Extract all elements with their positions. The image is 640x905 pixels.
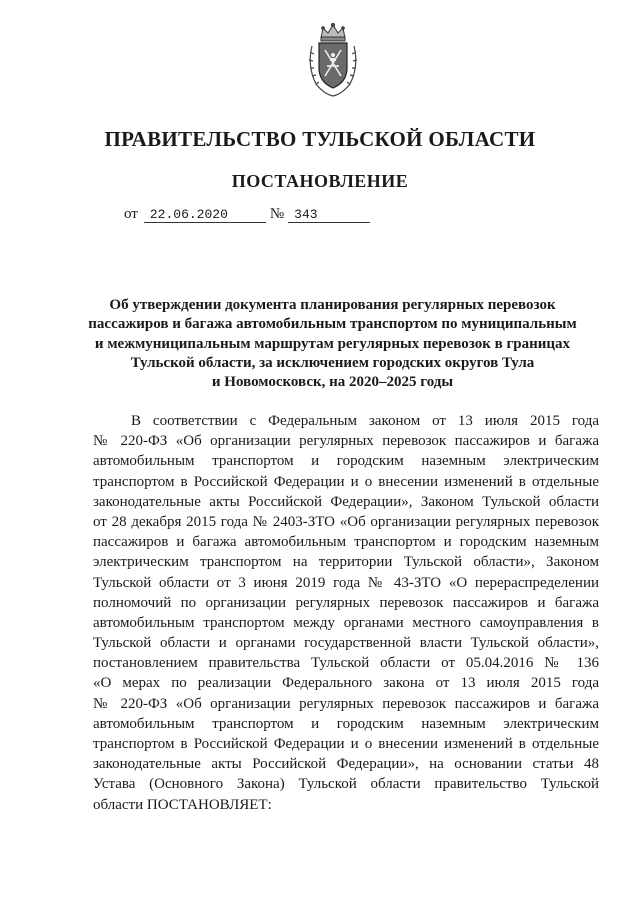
date-label: от [124,206,138,222]
body-line: транспортом в Российской Федерации и о внесении изменений в отдельные [93,736,599,752]
body-line: автомобильным транспортом и городским наземным электрическим [93,715,599,732]
dateline [124,206,370,223]
body-line: Тульской области и органами государственной власти Тульской области», [93,635,599,652]
body-line: электрическим транспортом на территории Тульской области», Законом [93,554,599,571]
coat-of-arms-icon [304,22,362,98]
document-body [93,411,599,815]
document-type-heading: ПОСТАНОВЛЕНИЕ [231,171,409,191]
body-line: автомобильным транспортом между органами местного самоуправления в [93,614,599,631]
body-line: «О мерах по реализации Федерального закона от 13 июля 2015 года [93,675,599,692]
body-line: законодательные акты Российской Федерации», Законом Тульской области [93,493,599,510]
body-line: области ПОСТАНОВЛЯЕТ: [93,796,272,813]
body-line: В соответствии с Федеральным законом от 13 июля 2015 года [131,413,599,429]
body-line: автомобильным транспортом и городским наземным электрическим [93,453,599,470]
number-label: № [269,206,285,222]
body-line: пассажиров и багажа автомобильным транспортом и городским наземным [93,534,599,551]
government-title: ПРАВИТЕЛЬСТВО ТУЛЬСКОЙ ОБЛАСТИ [104,127,536,151]
body-line: полномочий по организации регулярных перевозок пассажиров и багажа [93,594,599,611]
subject-line: пассажиров и багажа автомобильным транспортом по муниципальным [88,316,577,333]
body-line: транспортом в Российской Федерации и о внесении изменений в отдельные [93,473,599,490]
body-line: законодательные акты Российской Федерации», на основании статьи 48 [93,756,599,773]
body-line: Устава (Основного Закона) Тульской области правительство Тульской [93,776,599,793]
subject-line: и межмуниципальным маршрутам регулярных перевозок в границах [94,335,571,352]
body-line: № 220-ФЗ «Об организации регулярных перевозок пассажиров и багажа [93,433,599,450]
subject-line: и Новомосковск, на 2020–2025 годы [211,374,454,391]
body-line: Тульской области от 3 июня 2019 года № 43-ЗТО «О перераспределении [93,574,599,591]
date-field: 22.06.2020 [144,207,266,223]
body-line: № 220-ФЗ «Об организации регулярных перевозок пассажиров и багажа [93,695,599,712]
document-subject [80,296,585,392]
subject-line: Тульской области, за исключением городских округов Тула [130,354,535,371]
body-line: от 28 декабря 2015 года № 2403-ЗТО «Об организации регулярных перевозок [93,513,599,530]
body-line: постановлением правительства Тульской области от 05.04.2016 № 136 [93,655,599,672]
subject-line: Об утверждении документа планирования регулярных перевозок [109,297,556,313]
number-field: 343 [288,207,370,223]
